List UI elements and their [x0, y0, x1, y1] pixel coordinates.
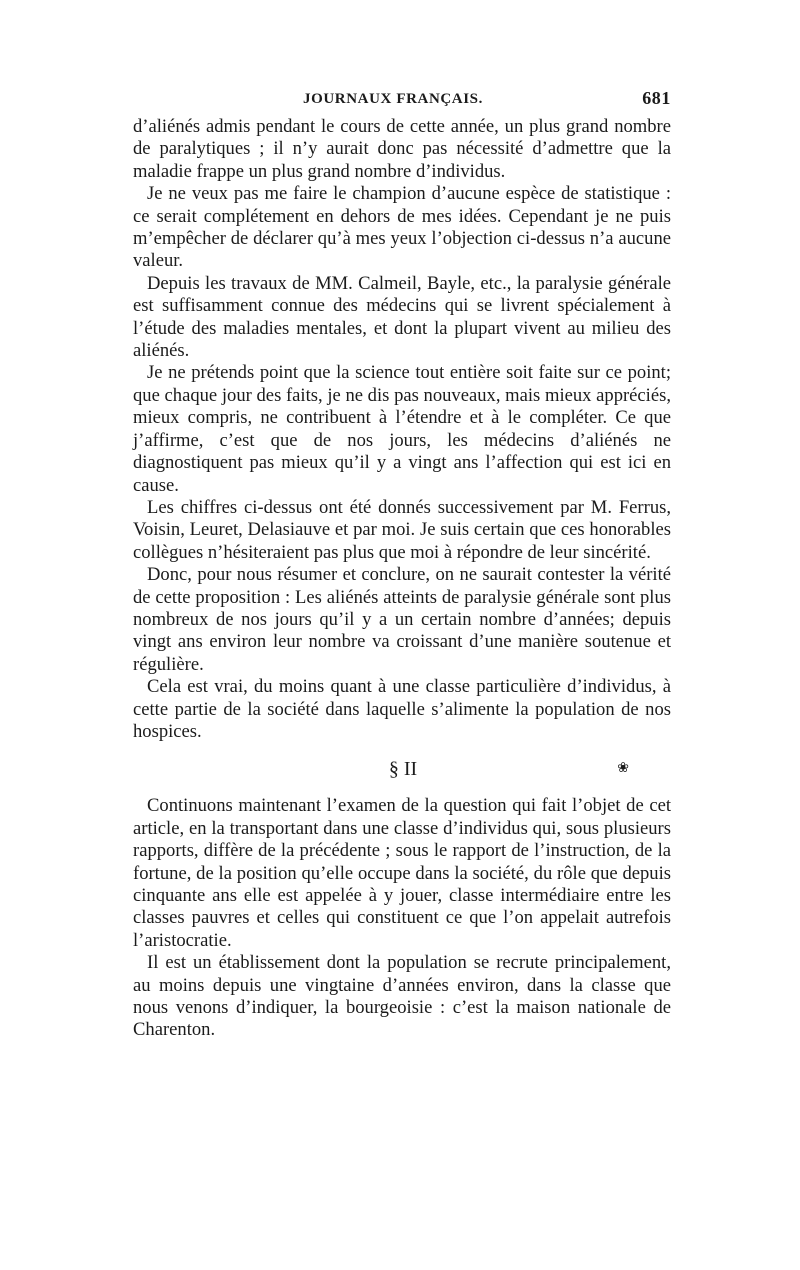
paragraph: Je ne prétends point que la science tout entière soit faite sur ce point; que chaque jour des faits, je ne dis pas nouveaux, mais mieux appréciés, mieux compris, ne contribuent à l’étendre et à le compléter. Ce que j’affirme, c’est que de nos jours, les médecins d’aliénés ne diagnostiquent pas mieux qu’il y a vingt ans l’affection qui est ici en cause.: [133, 362, 671, 496]
paragraph: Donc, pour nous résumer et conclure, on ne saurait contester la vérité de cette proposition : Les aliénés atteints de paralysie générale sont plus nombreux de nos jours qu’il y a un certain nombre d’années; depuis vingt ans environ leur nombre va croissant d’une manière soutenue et régulière.: [133, 564, 671, 675]
paragraph: Continuons maintenant l’examen de la question qui fait l’objet de cet article, en la transportant dans une classe d’individus qui, sous plusieurs rapports, diffère de la précédente ; sous le rapport de l’instruction, de la fortune, de la position qu’elle occupe dans la société, du rôle que depuis cinquante ans elle est appelée à y jouer, classe intermédiaire entre les classes pauvres et celles qui constituent ce que l’on appelait autrefois l’aristocratie.: [133, 795, 671, 951]
paragraph: Depuis les travaux de MM. Calmeil, Bayle, etc., la paralysie générale est suffisamment connue des médecins qui se livrent spécialement à l’étude des maladies mentales, et dont la plupart vivent au milieu des aliénés.: [133, 272, 671, 362]
paragraph: Les chiffres ci-dessus ont été donnés successivement par M. Ferrus, Voisin, Leuret, Delasiauve et par moi. Je suis certain que ces honorables collègues n’hésiteraient pas plus que moi à répondre de leur sincérité.: [133, 496, 671, 563]
paragraph: Il est un établissement dont la population se recrute principalement, au moins depuis une vingtaine d’années environ, dans la classe que nous venons d’indiquer, la bourgeoisie : c’est la maison nationale de Charenton.: [133, 952, 671, 1041]
body-text: [133, 116, 671, 1042]
paragraph: Cela est vrai, du moins quant à une classe particulière d’individus, à cette partie de la société dans laquelle s’alimente la population de nos hospices.: [133, 676, 671, 742]
paragraph: Je ne veux pas me faire le champion d’aucune espèce de statistique : ce serait complétement en dehors de mes idées. Cependant je ne puis m’empêcher de déclarer qu’à mes yeux l’objection ci-dessus n’a aucune valeur.: [133, 183, 671, 272]
ink-mark-icon: ❀: [617, 761, 629, 777]
book-page: [133, 88, 671, 1042]
page-number: 681: [642, 88, 671, 108]
section-heading-label: § II: [388, 758, 418, 781]
paragraph: d’aliénés admis pendant le cours de cette année, un plus grand nombre de paralytiques ; il n’y aurait donc pas nécessité d’admettre que la maladie frappe un plus grand nombre d’individus.: [133, 116, 671, 182]
running-head: [133, 88, 671, 114]
running-title: JOURNAUX FRANÇAIS.: [303, 91, 483, 107]
section-heading: [135, 743, 671, 795]
